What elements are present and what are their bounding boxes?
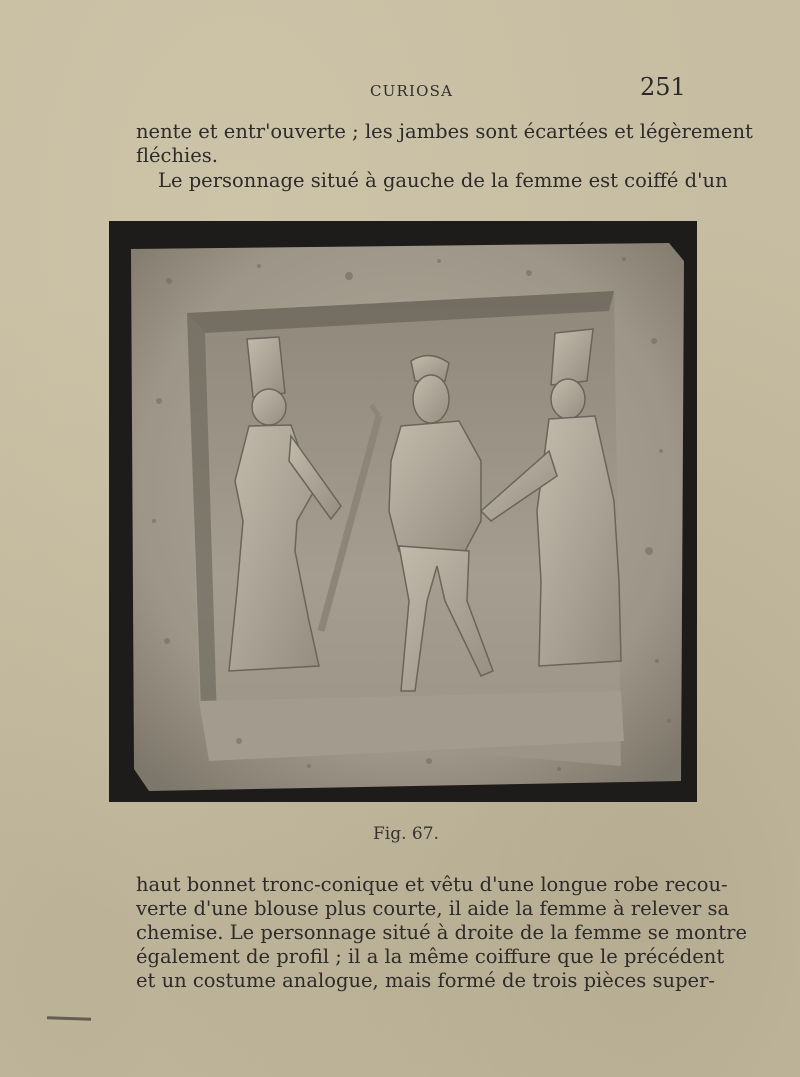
stone-relief-illustration	[109, 221, 697, 802]
body-text-line: nente et entr'ouverte ; les jambes sont écartées et légèrement	[136, 120, 753, 143]
relief-photograph	[109, 221, 697, 802]
running-header-title: CURIOSA	[370, 82, 454, 100]
body-text-line: verte d'une blouse plus courte, il aide la femme à relever sa	[136, 897, 730, 920]
body-text-line: haut bonnet tronc-conique et vêtu d'une longue robe recou-	[136, 873, 728, 896]
body-text-line: fléchies.	[136, 144, 219, 167]
figure-caption: Fig. 67.	[373, 824, 439, 844]
body-text-line: chemise. Le personnage situé à droite de la femme se montre	[136, 921, 747, 944]
page-number: 251	[640, 73, 686, 101]
body-text-line: et un costume analogue, mais formé de trois pièces super-	[136, 969, 716, 992]
margin-ink-mark	[47, 1016, 91, 1021]
body-text-line: Le personnage situé à gauche de la femme est coiffé d'un	[158, 169, 728, 192]
body-text-line: également de profil ; il a la même coiffure que le précédent	[136, 945, 725, 968]
